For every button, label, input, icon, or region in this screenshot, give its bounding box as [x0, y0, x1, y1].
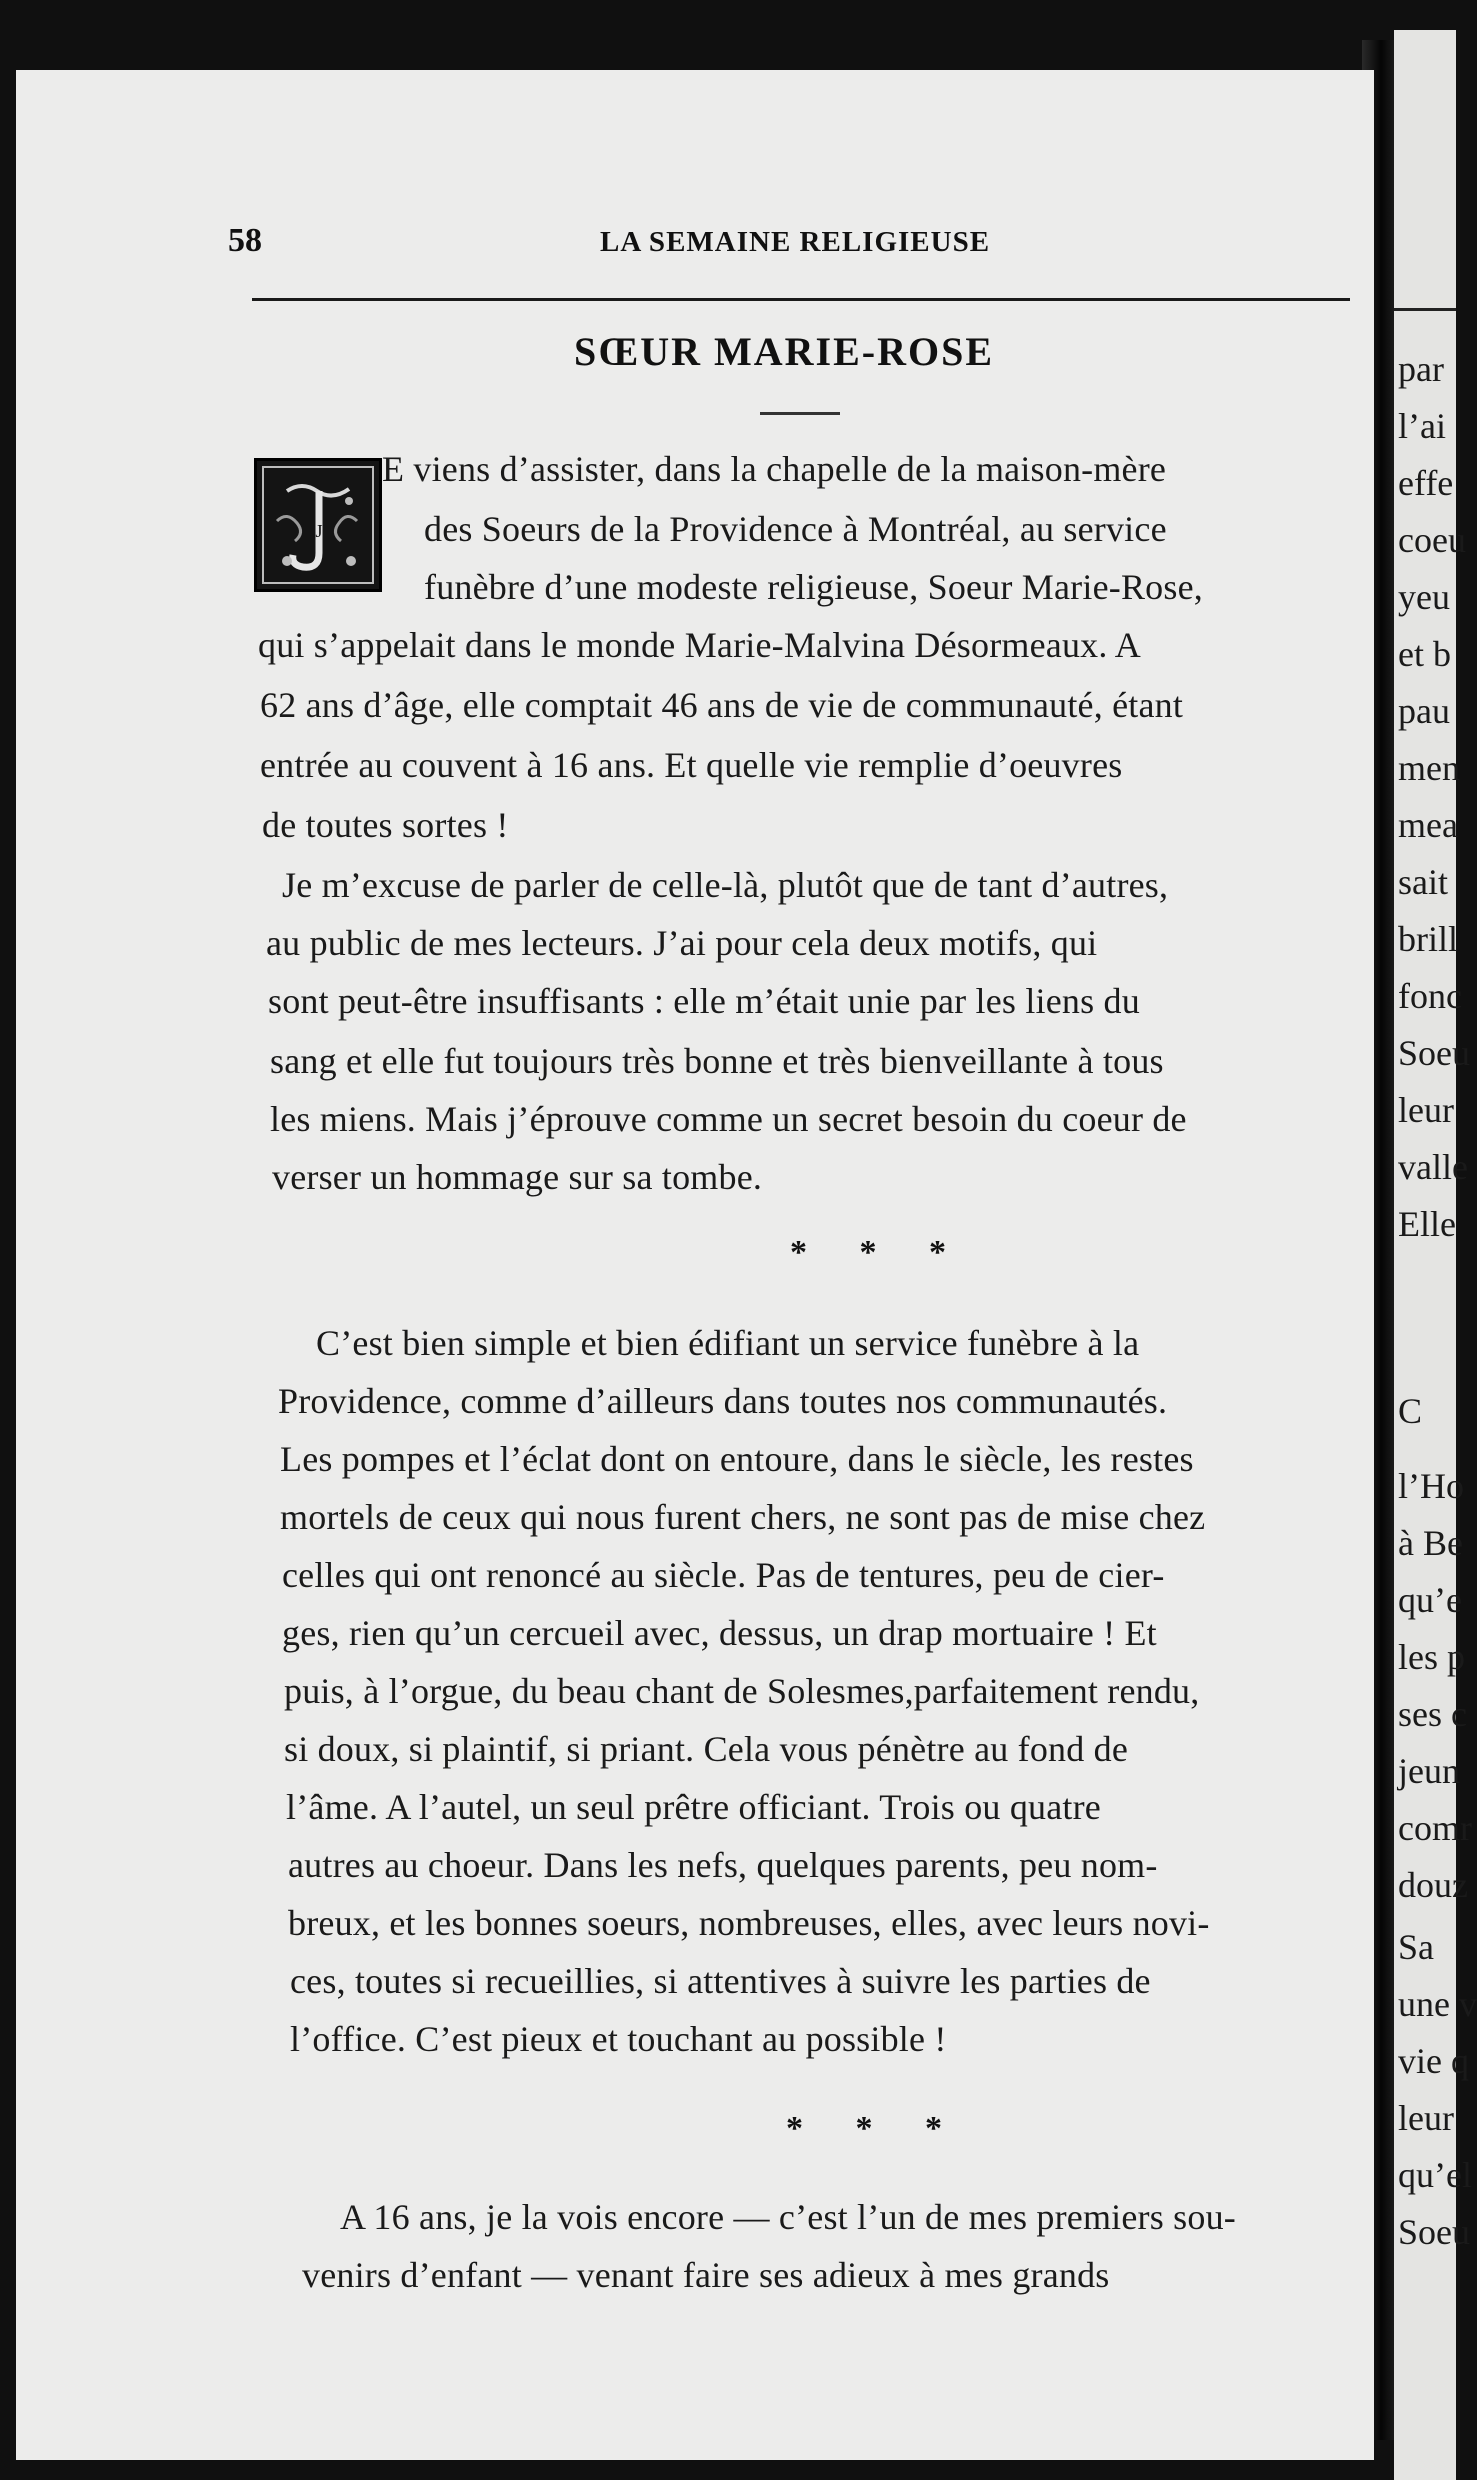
facing-page-fragment: men	[1398, 748, 1460, 788]
facing-page-fragment: à Be	[1398, 1523, 1463, 1563]
body-line: breux, et les bonnes soeurs, nombreuses, elles, avec leurs novi-	[288, 1903, 1210, 1943]
body-line: de toutes sortes !	[262, 805, 509, 845]
dropcap-letter: J	[315, 521, 323, 541]
body-line: l’office. C’est pieux et touchant au possible !	[290, 2019, 947, 2059]
facing-page-fragment: jeun	[1398, 1751, 1460, 1791]
article-title: SŒUR MARIE-ROSE	[574, 329, 995, 374]
facing-page-fragment: Sa	[1398, 1927, 1434, 1967]
facing-page-fragment: leur	[1398, 1090, 1454, 1130]
body-line: des Soeurs de la Providence à Montréal, au service	[424, 509, 1167, 549]
facing-page-fragment: par	[1398, 349, 1444, 389]
body-line: si doux, si plaintif, si priant. Cela vous pénètre au fond de	[284, 1729, 1129, 1769]
section-separator: * * *	[786, 2110, 964, 2147]
facing-page-fragment: coeu	[1398, 520, 1466, 560]
title-rule	[760, 412, 840, 415]
running-header	[0, 222, 1456, 272]
facing-page-fragment: ses c	[1398, 1694, 1467, 1734]
body-line: au public de mes lecteurs. J’ai pour cela deux motifs, qui	[266, 923, 1098, 963]
facing-page-fragment: comr	[1398, 1808, 1472, 1848]
facing-page-rule	[1394, 308, 1456, 311]
body-line: Providence, comme d’ailleurs dans toutes nos communautés.	[278, 1381, 1168, 1421]
body-line: Les pompes et l’éclat dont on entoure, dans le siècle, les restes	[280, 1439, 1194, 1479]
body-line: 62 ans d’âge, elle comptait 46 ans de vie de communauté, étant	[260, 685, 1184, 725]
facing-page-fragment: qu’e	[1398, 1580, 1462, 1620]
body-line: verser un hommage sur sa tombe.	[272, 1157, 763, 1197]
ornamental-dropcap	[254, 458, 382, 592]
dropcap-ornament-icon	[257, 461, 379, 589]
body-line: autres au choeur. Dans les nefs, quelques parents, peu nom-	[288, 1845, 1158, 1885]
facing-page-edge	[1394, 30, 1477, 2480]
body-line: mortels de ceux qui nous furent chers, ne sont pas de mise chez	[280, 1497, 1206, 1537]
section-separator: * * *	[790, 1234, 968, 1271]
facing-page-fragment: douz	[1398, 1865, 1468, 1905]
facing-page-fragment: sait	[1398, 862, 1448, 902]
body-line: A 16 ans, je la vois encore — c’est l’un de mes premiers sou-	[340, 2197, 1236, 2237]
facing-page-fragment: et b	[1398, 634, 1451, 674]
facing-page-fragment: C	[1398, 1391, 1423, 1431]
facing-page-fragment: effe	[1398, 463, 1454, 503]
body-line: sont peut-être insuffisants : elle m’était unie par les liens du	[268, 981, 1140, 1021]
facing-page-fragment: vie q	[1398, 2041, 1469, 2081]
body-line: C’est bien simple et bien édifiant un service funèbre à la	[316, 1323, 1140, 1363]
facing-page-fragment: l’Ho	[1398, 1466, 1464, 1506]
facing-page-fragment: Soeu	[1398, 1033, 1470, 1073]
facing-page-fragment: qu’el	[1398, 2155, 1472, 2195]
facing-page-fragment: yeu	[1398, 577, 1450, 617]
facing-page-fragment: valle	[1398, 1147, 1468, 1187]
body-line: sang et elle fut toujours très bonne et très bienveillante à tous	[270, 1041, 1164, 1081]
body-line: puis, à l’orgue, du beau chant de Solesmes,parfaitement rendu,	[284, 1671, 1200, 1711]
body-line: funèbre d’une modeste religieuse, Soeur Marie-Rose,	[424, 567, 1203, 607]
facing-page-fragment: Elle	[1398, 1204, 1456, 1244]
facing-page-fragment: fonc	[1398, 976, 1462, 1016]
facing-page-fragment: les p	[1398, 1637, 1465, 1677]
facing-page-fragment: brill	[1398, 919, 1458, 959]
document-page	[16, 70, 1374, 2460]
body-line: qui s’appelait dans le monde Marie-Malvina Désormeaux. A	[258, 625, 1141, 665]
facing-page-fragment: une v	[1398, 1984, 1477, 2024]
body-line: Je m’excuse de parler de celle-là, plutôt que de tant d’autres,	[282, 865, 1169, 905]
page-number: 58	[228, 222, 262, 259]
body-line: entrée au couvent à 16 ans. Et quelle vie remplie d’oeuvres	[260, 745, 1123, 785]
facing-page-fragment: mea	[1398, 805, 1458, 845]
facing-page-fragment: pau	[1398, 691, 1450, 731]
header-rule	[252, 298, 1350, 301]
body-line: celles qui ont renoncé au siècle. Pas de tentures, peu de cier-	[282, 1555, 1165, 1595]
body-line: ges, rien qu’un cercueil avec, dessus, un drap mortuaire ! Et	[282, 1613, 1157, 1653]
body-line: l’âme. A l’autel, un seul prêtre officiant. Trois ou quatre	[286, 1787, 1101, 1827]
facing-page-fragment: leur	[1398, 2098, 1454, 2138]
body-line: venirs d’enfant — venant faire ses adieux à mes grands	[302, 2255, 1110, 2295]
body-line: les miens. Mais j’éprouve comme un secret besoin du coeur de	[270, 1099, 1187, 1139]
facing-page-fragment: l’ai	[1398, 406, 1446, 446]
facing-page-fragment: Soeu	[1398, 2212, 1470, 2252]
body-line: E viens d’assister, dans la chapelle de la maison-mère	[382, 449, 1167, 489]
body-line: ces, toutes si recueillies, si attentives à suivre les parties de	[290, 1961, 1151, 2001]
journal-title: LA SEMAINE RELIGIEUSE	[600, 226, 991, 258]
